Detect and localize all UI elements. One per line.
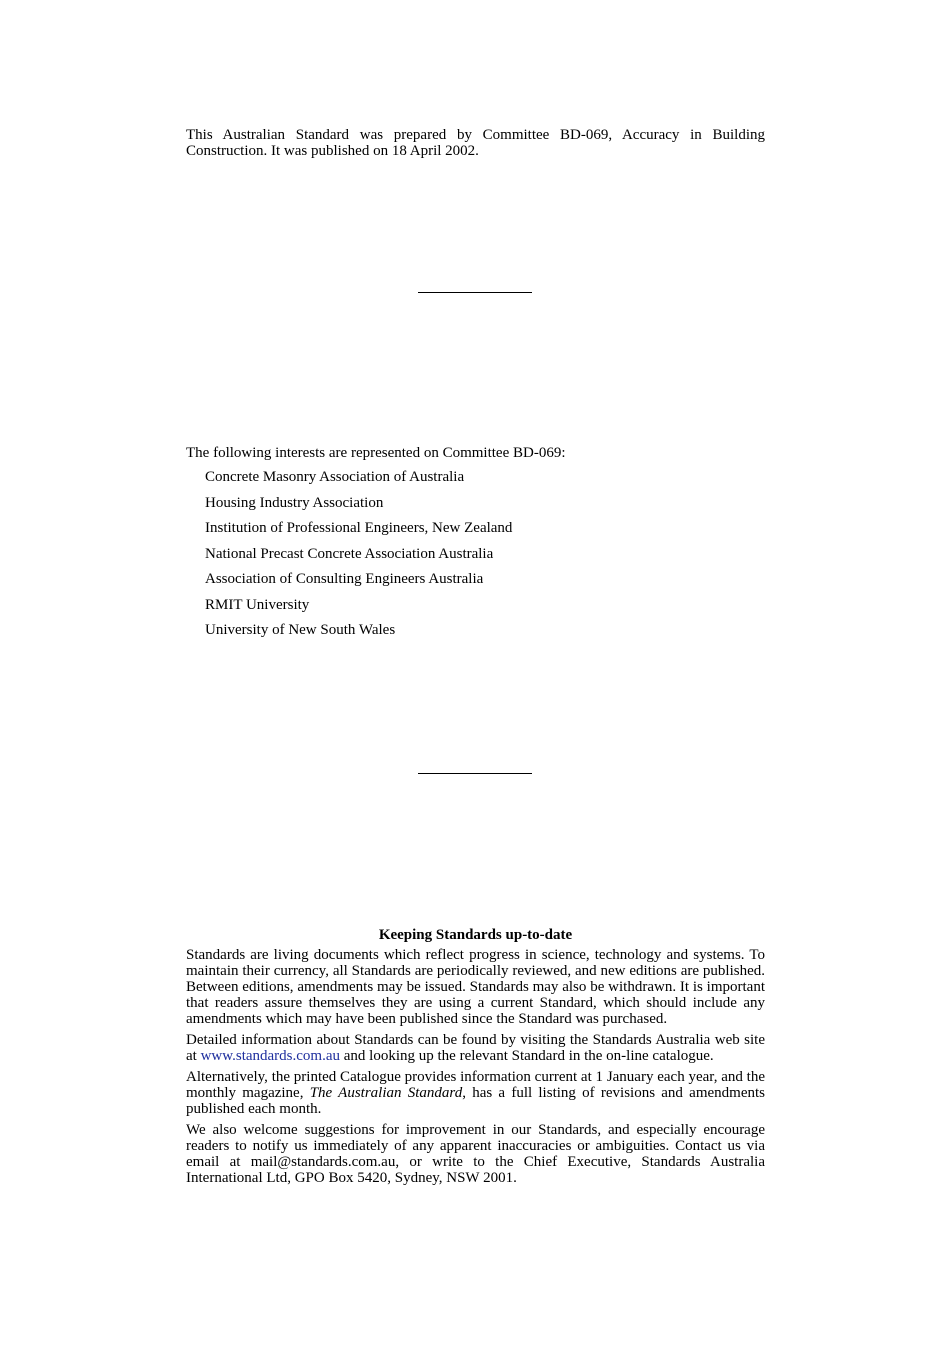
committee-member: Association of Consulting Engineers Australia [205,571,484,587]
committee-member-list [205,468,512,647]
committee-member: Concrete Masonry Association of Australia [205,469,465,485]
paragraph: We also welcome suggestions for improvement in our Standards, and especially encourage readers to notify us immediately of any apparent inaccuracies or ambiguities. Contact us via email at mail@standards.com.au, or write to the Chief Executive, Standards Australia International Ltd, GPO Box 5420, Sydney, NSW 2001. [186,1122,765,1186]
committee-intro: The following interests are represented on Committee BD-069: [186,445,566,461]
preparation-note: This Australian Standard was prepared by Committee BD-069, Accuracy in Building Construction. It was published on 18 April 2002. [186,127,765,159]
committee-member: University of New South Wales [205,622,396,638]
divider-rule [418,773,532,774]
section-body [186,947,765,1191]
paragraph: Standards are living documents which reflect progress in science, technology and systems. To maintain their currency, all Standards are periodically reviewed, and new editions are published. Between editions, amendments may be issued. Standards may also be withdrawn. It is important that readers assure themselves they are using a current Standard, which should include any amendments which may have been published since the Standard was purchased. [186,947,765,1027]
paragraph-text: Alternatively, the printed Catalogue provides information current at 1 January each year, and the monthly magazine, [186,1069,765,1101]
paragraph-text: Detailed information about Standards can be found by visiting the Standards Australia web site at [186,1032,765,1064]
divider-rule [418,292,532,293]
committee-member: RMIT University [205,596,310,613]
magazine-title: The Australian Standard [309,1085,463,1101]
section-title: Keeping Standards up-to-date [378,927,573,943]
website-link[interactable]: www.standards.com.au [200,1048,340,1064]
committee-member: Institution of Professional Engineers, New Zealand [205,520,513,536]
paragraph [186,1069,765,1117]
paragraph-text: , has a full listing of revisions and amendments published each month. [186,1085,765,1117]
paragraph-text: and looking up the relevant Standard in the on-line catalogue. [340,1048,714,1064]
committee-member: Housing Industry Association [205,494,384,511]
committee-member: National Precast Concrete Association Australia [205,545,494,562]
paragraph [186,1032,765,1064]
